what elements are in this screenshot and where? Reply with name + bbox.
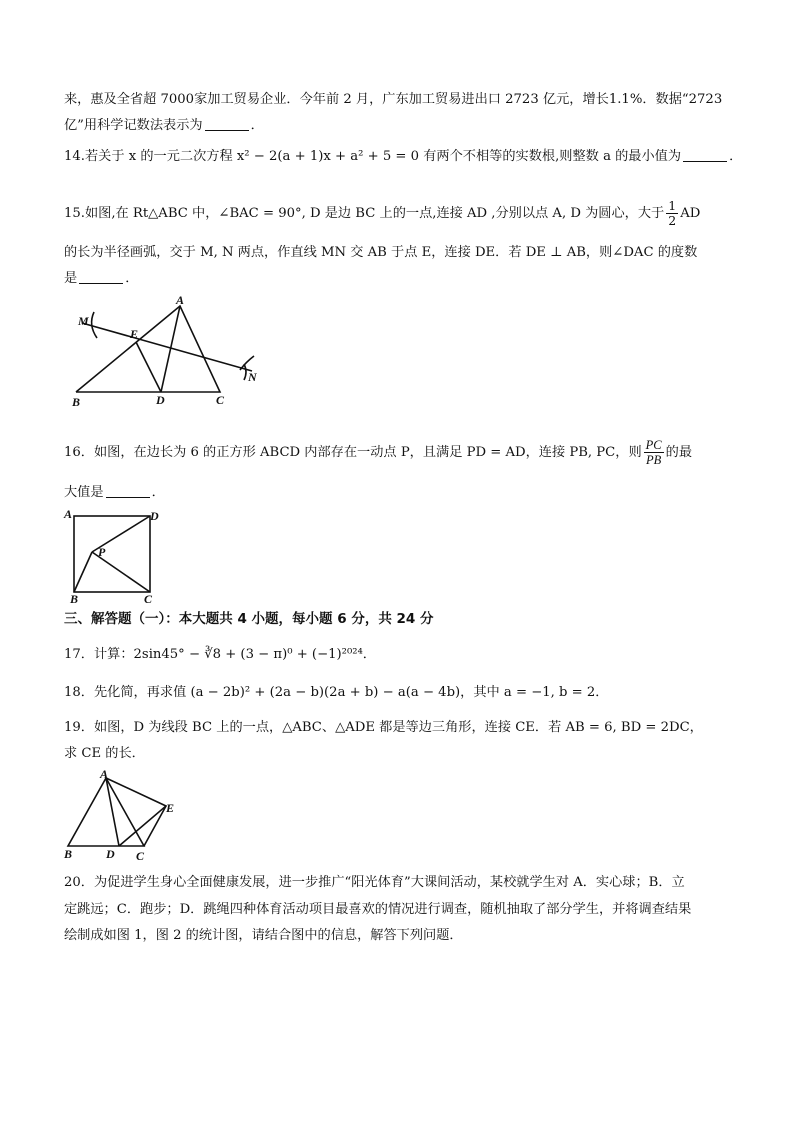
answer-blank-15[interactable] bbox=[79, 271, 123, 284]
label-D: D bbox=[106, 847, 115, 861]
label-B: B bbox=[72, 395, 81, 409]
label-A: A bbox=[64, 507, 73, 521]
answer-blank-13[interactable] bbox=[205, 118, 249, 131]
label-P: P bbox=[98, 545, 106, 559]
label-C: C bbox=[136, 849, 145, 863]
fraction-pc-pb: $\frac{PC}{PB}$ bbox=[645, 438, 662, 467]
question-16-line2: 大值是 ． bbox=[64, 485, 165, 500]
question-20-line2: 定跳远；C．跑步；D．跳绳四种体育活动项目最喜欢的情况进行调查，随机抽取了部分学生，并将调查结果 bbox=[64, 902, 692, 917]
question-15-line3: 是 ． bbox=[64, 271, 139, 286]
label-A: A bbox=[100, 768, 109, 781]
section-3-heading: 三、解答题（一）：本大题共 4 小题，每小题 6 分，共 24 分 bbox=[64, 611, 434, 627]
q13-text: 亿”用科学记数法表示为 bbox=[64, 118, 203, 133]
question-20-line1: 20．为促进学生身心全面健康发展，进一步推广“阳光体育”大课间活动，某校就学生对 A．实心球；B．立 bbox=[64, 875, 685, 890]
question-17: 17．计算：2sin45° − ∛8 + (3 − π)⁰ + (−1)²⁰²⁴． bbox=[64, 647, 376, 662]
label-C: C bbox=[144, 592, 153, 606]
label-M: M bbox=[78, 314, 89, 328]
label-B: B bbox=[70, 592, 79, 606]
question-18: 18．先化简，再求值 (a − 2b)² + (2a − b)(2a + b) − a(a − 4b)，其中 a = −1, b = 2． bbox=[64, 685, 609, 700]
answer-blank-16[interactable] bbox=[106, 485, 150, 498]
question-15-line2: 的长为半径画弧，交于 M, N 两点，作直线 MN 交 AB 于点 E，连接 DE．若 DE ⊥ AB，则∠DAC 的度数 bbox=[64, 245, 698, 260]
label-E: E bbox=[130, 327, 139, 341]
label-D: D bbox=[156, 393, 165, 407]
question-15-line1: 15.如图,在 Rt△ABC 中，∠BAC = 90°, D 是边 BC 上的一点,连接 AD ,分别以点 A, D 为圆心，大于 $\frac{1}{2}$ AD bbox=[64, 198, 701, 228]
label-A: A bbox=[176, 293, 185, 307]
question-19-line2: 求 CE 的长． bbox=[64, 746, 145, 761]
q13-line1: 来，惠及全省超 7000家加工贸易企业．今年前 2 月，广东加工贸易进出口 2723 亿元，增长1.1%．数据“2723 bbox=[64, 92, 723, 107]
question-19-line1: 19．如图，D 为线段 BC 上的一点，△ABC、△ADE 都是等边三角形，连接 CE．若 AB = 6, BD = 2DC， bbox=[64, 720, 703, 735]
figure-q16-square bbox=[62, 506, 162, 606]
fraction-one-half: $\frac{1}{2}$ bbox=[668, 198, 677, 228]
label-N: N bbox=[248, 370, 257, 384]
question-14: 14.若关于 x 的一元二次方程 x² − 2(a + 1)x + a² + 5 = 0 有两个不相等的实数根,则整数 a 的最小值为 ． bbox=[64, 149, 743, 164]
answer-blank-14[interactable] bbox=[683, 149, 727, 162]
question-20-line3: 绘制成如图 1，图 2 的统计图，请结合图中的信息，解答下列问题． bbox=[64, 928, 463, 943]
label-B: B bbox=[64, 847, 73, 861]
label-D: D bbox=[150, 509, 159, 523]
figure-q15-triangle bbox=[64, 292, 264, 412]
figure-q19-triangles bbox=[60, 768, 190, 866]
question-16-line1: 16．如图，在边长为 6 的正方形 ABCD 内部存在一动点 P，且满足 PD = AD，连接 PB, PC，则 $\frac{PC}{PB}$ 的最 bbox=[64, 438, 693, 467]
q13-line2: 亿”用科学记数法表示为 ． bbox=[64, 118, 264, 133]
label-E: E bbox=[166, 801, 175, 815]
q14-text: 14.若关于 x 的一元二次方程 x² − 2(a + 1)x + a² + 5 = 0 有两个不相等的实数根,则整数 a 的最小值为 bbox=[64, 149, 682, 164]
label-C: C bbox=[216, 393, 225, 407]
